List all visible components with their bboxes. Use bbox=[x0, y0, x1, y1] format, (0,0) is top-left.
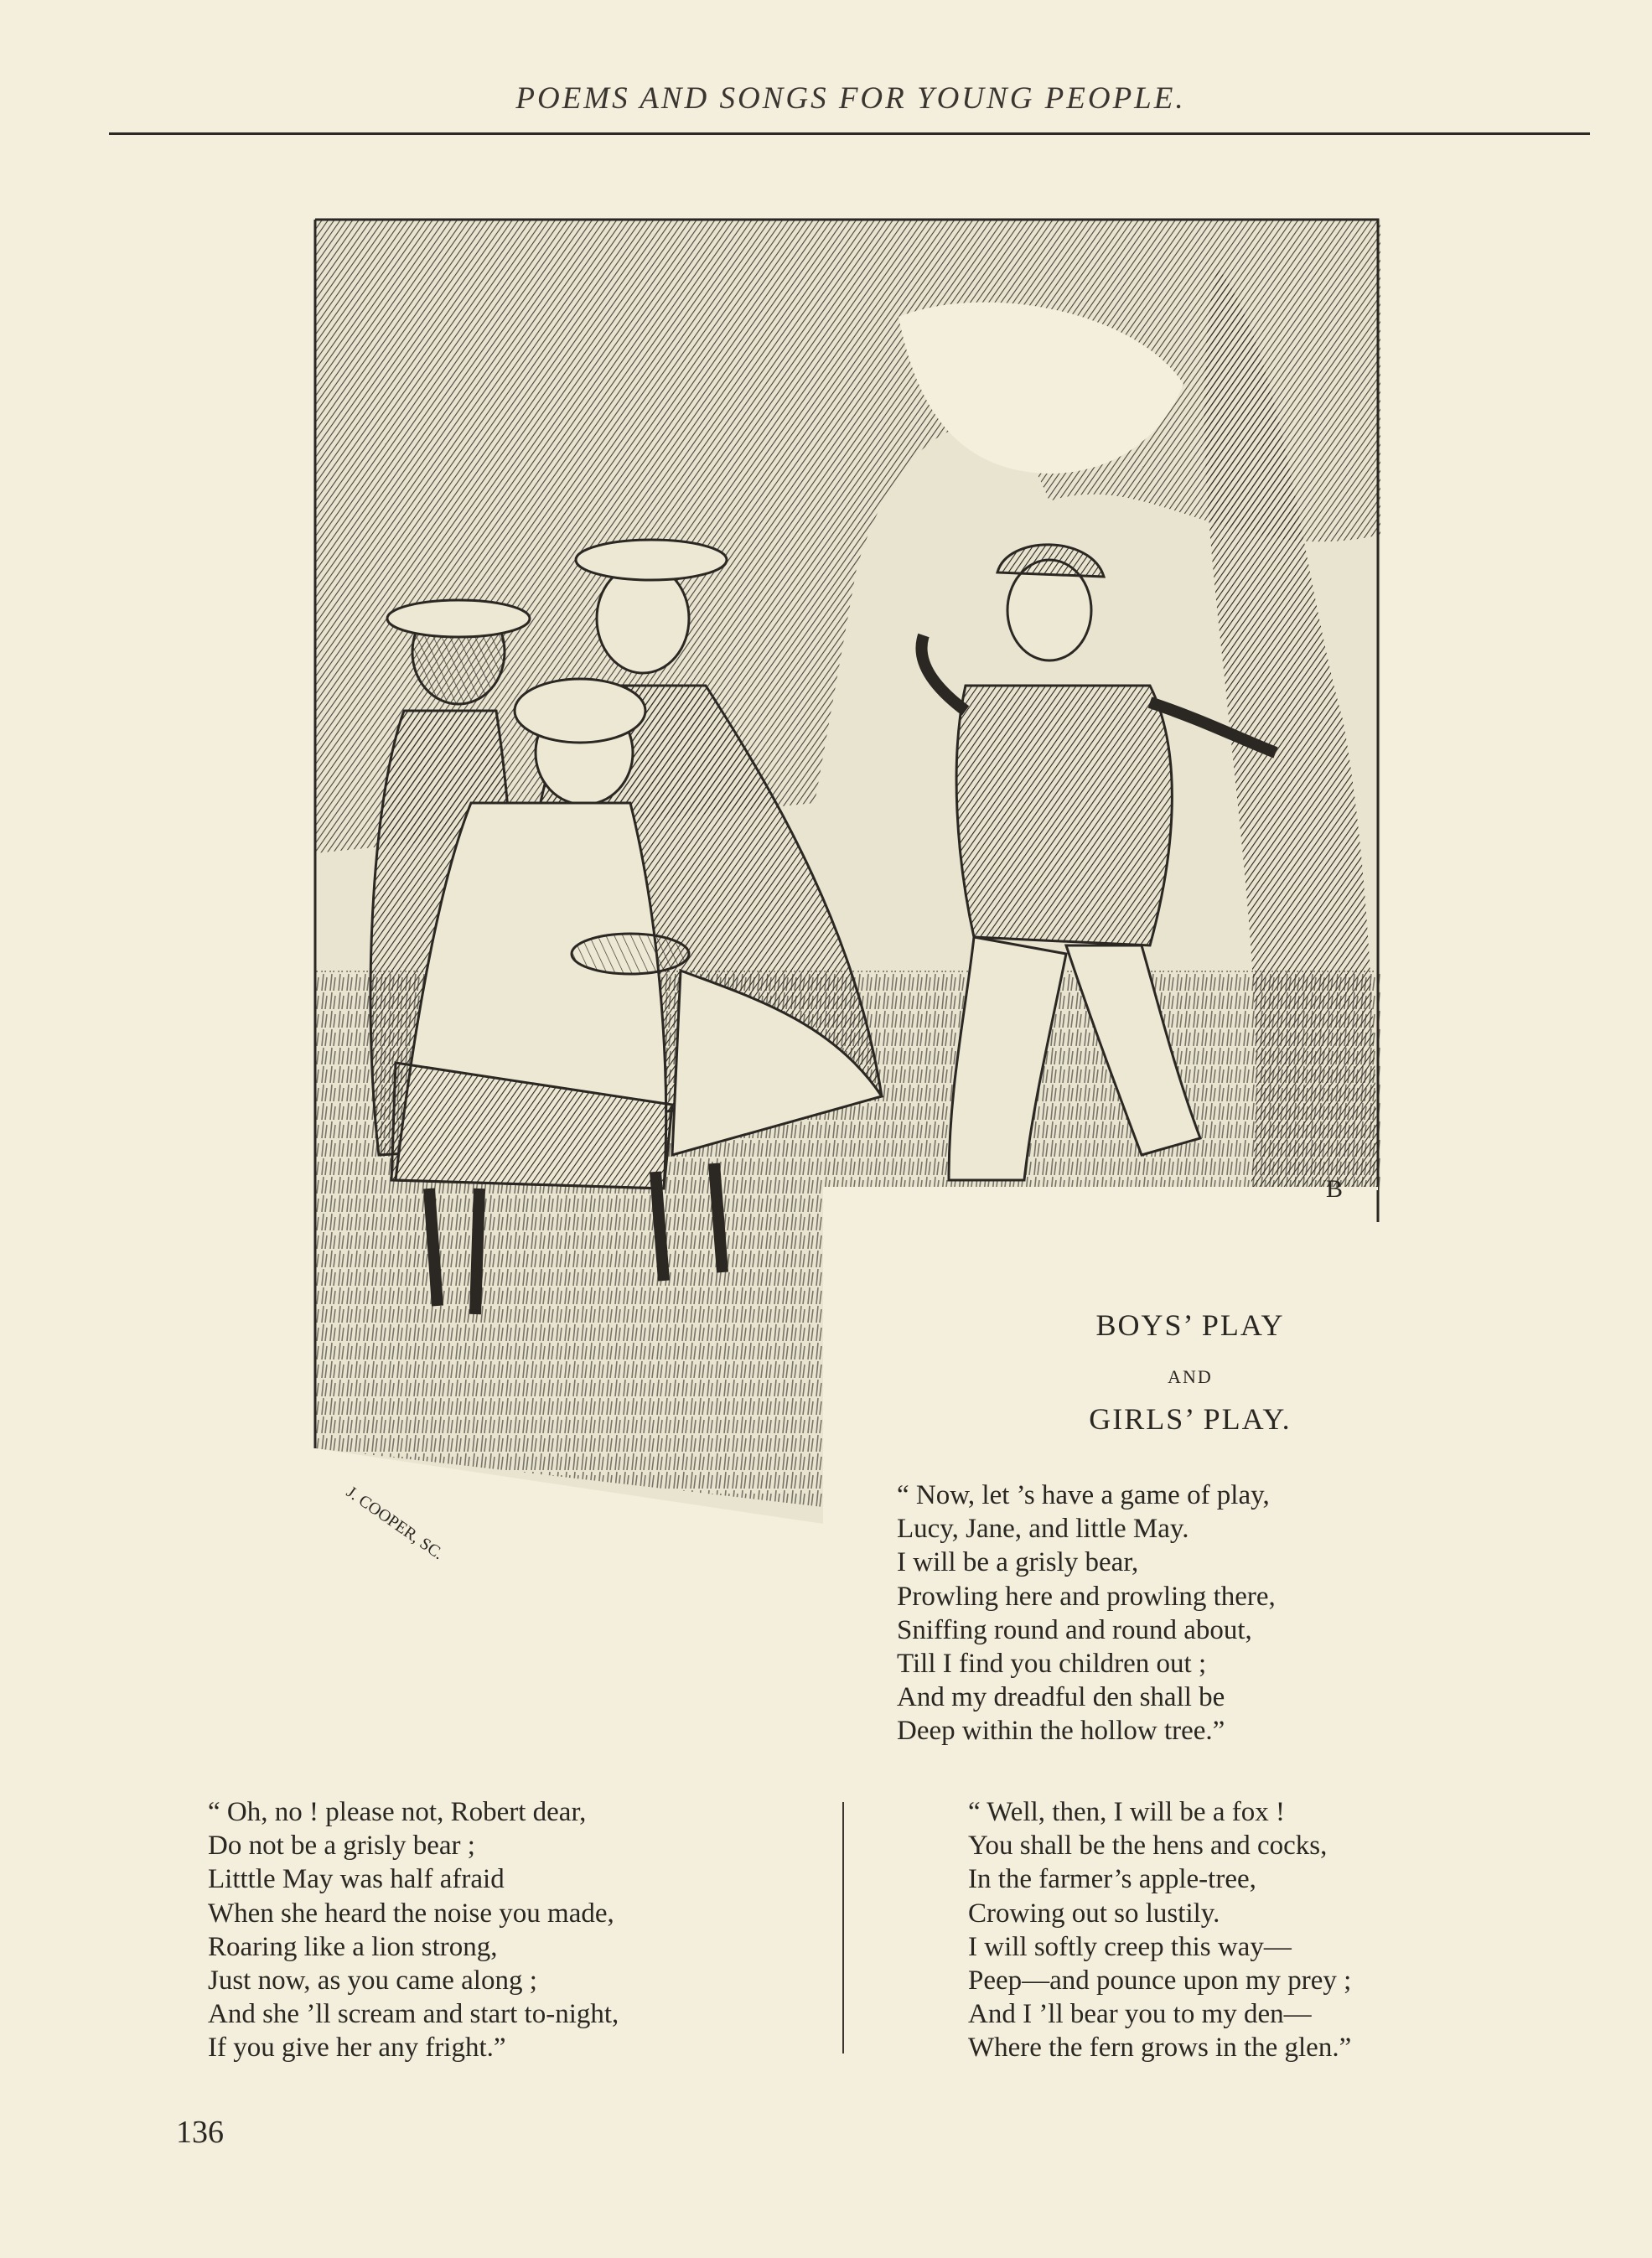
verse-line: In the farmer’s apple-tree, bbox=[968, 1864, 1256, 1895]
column-divider bbox=[842, 1802, 844, 2053]
verse-line: Crowing out so lustily. bbox=[968, 1898, 1220, 1929]
stanza-3 bbox=[968, 1795, 1351, 2065]
poem-title-line2: GIRLS’ PLAY. bbox=[1089, 1402, 1292, 1436]
stanza-1 bbox=[897, 1479, 1276, 1748]
artist-monogram: B bbox=[1326, 1175, 1344, 1203]
verse-line: Peep—and pounce upon my prey ; bbox=[968, 1965, 1352, 1996]
verse-line: Just now, as you came along ; bbox=[208, 1965, 537, 1996]
verse-line: And my dreadful den shall be bbox=[897, 1682, 1225, 1713]
verse-line: Litttle May was half afraid bbox=[208, 1864, 505, 1895]
engraver-signature: J. COOPER, SC. bbox=[343, 1483, 448, 1564]
verse-line: You shall be the hens and cocks, bbox=[968, 1831, 1328, 1862]
verse-line: Do not be a grisly bear ; bbox=[208, 1831, 475, 1862]
stanza-2 bbox=[208, 1795, 619, 2065]
poem-title-line1: BOYS’ PLAY bbox=[1095, 1308, 1285, 1342]
verse-line: “ Now, let ’s have a game of play, bbox=[897, 1480, 1270, 1510]
verse-line: And I ’ll bear you to my den— bbox=[968, 1999, 1312, 2030]
poem-title-and: AND bbox=[1168, 1366, 1213, 1387]
verse-line: If you give her any fright.” bbox=[208, 2033, 506, 2064]
running-head: POEMS AND SONGS FOR YOUNG PEOPLE. bbox=[515, 81, 1186, 116]
verse-line: When she heard the noise you made, bbox=[208, 1898, 614, 1929]
verse-line: Roaring like a lion strong, bbox=[208, 1931, 498, 1962]
verse-line: Till I find you children out ; bbox=[897, 1649, 1207, 1680]
verse-line: Deep within the hollow tree.” bbox=[897, 1716, 1225, 1747]
verse-line: Lucy, Jane, and little May. bbox=[897, 1514, 1189, 1545]
verse-line: I will softly creep this way— bbox=[968, 1931, 1292, 1962]
verse-line: Where the fern grows in the glen.” bbox=[968, 2033, 1352, 2064]
verse-line: Prowling here and prowling there, bbox=[897, 1581, 1276, 1612]
verse-line: “ Well, then, I will be a fox ! bbox=[968, 1797, 1285, 1827]
page-number: 136 bbox=[176, 2115, 224, 2150]
verse-line: “ Oh, no ! please not, Robert dear, bbox=[208, 1797, 587, 1827]
verse-line: I will be a grisly bear, bbox=[897, 1547, 1139, 1578]
header-rule bbox=[109, 132, 1590, 135]
verse-line: And she ’ll scream and start to-night, bbox=[208, 1999, 619, 2030]
verse-line: Sniffing round and round about, bbox=[897, 1614, 1252, 1645]
